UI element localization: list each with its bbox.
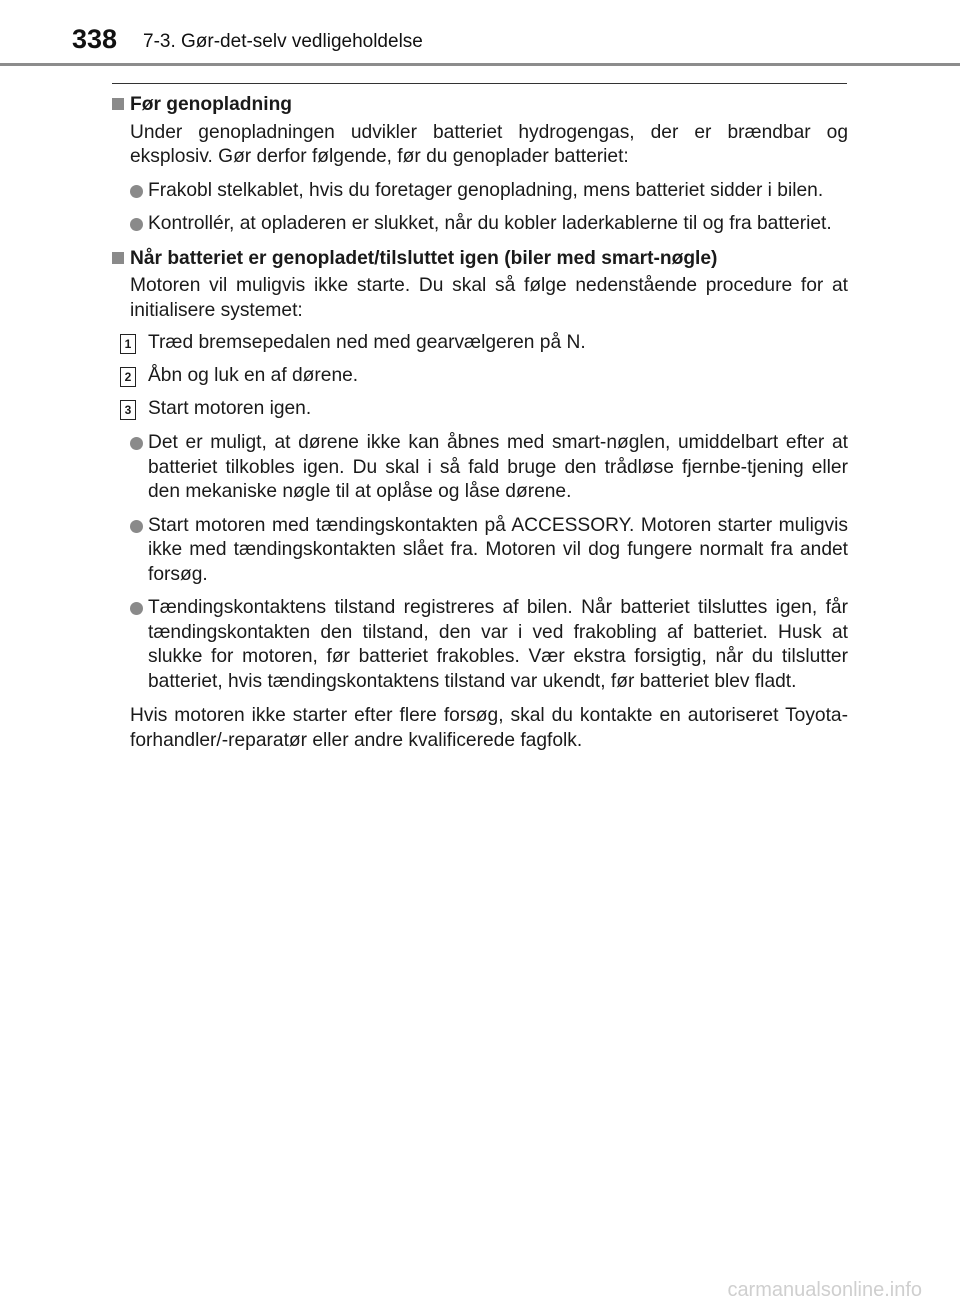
list-item (130, 514, 848, 588)
round-bullet-icon (130, 602, 143, 615)
round-bullet-icon (130, 218, 143, 231)
procedure-step (112, 397, 848, 422)
round-bullet-icon (130, 437, 143, 450)
square-bullet-icon (112, 252, 124, 264)
round-bullet-icon (130, 185, 143, 198)
procedure-step (112, 331, 848, 356)
chapter-title: 7-3. Gør-det-selv vedligeholdelse (143, 31, 423, 52)
list-item (130, 431, 848, 505)
procedure-step (112, 364, 848, 389)
section-title-after-charging (112, 247, 848, 272)
section-intro: Under genopladningen udvikler batteriet hydrogengas, der er brændbar og eksplosiv. Gør derfor følgende, før du genoplader batteriet: (130, 121, 848, 167)
step-text: Træd bremsepedalen ned med gearvælgeren på N. (148, 332, 586, 353)
list-item-text: Det er muligt, at dørene ikke kan åbnes med smart-nøglen, umiddelbart efter at batteriet tilkobles igen. Du skal i så fald bruge den trådløse fjernbe-tjening eller den mekaniske nøgle til at oplåse og låse dørene. (148, 432, 848, 502)
watermark-text: carmanualsonline.info (727, 1279, 922, 1301)
list-item-text: Start motoren med tændingskontakten på ACCESSORY. Motoren starter muligvis ikke med tændingskontakten slået fra. Motoren vil dog fungere normalt fra andet forsøg. (148, 514, 848, 585)
list-item (130, 179, 848, 204)
square-bullet-icon (112, 98, 124, 110)
step-text: Start motoren igen. (148, 398, 312, 419)
content-divider (112, 83, 847, 84)
section-intro: Motoren vil muligvis ikke starte. Du skal så følge nedenstående procedure for at initialisere systemet: (130, 275, 848, 321)
list-item-text: Kontrollér, at opladeren er slukket, når du kobler laderkablerne til og fra batteriet. (148, 213, 832, 234)
page-content (112, 93, 848, 753)
step-number-badge: 3 (120, 400, 136, 420)
list-item (130, 212, 848, 237)
closing-paragraph: Hvis motoren ikke starter efter flere forsøg, skal du kontakte en autoriseret Toyota-forhandler/-reparatør eller andre kvalificerede fagfolk. (130, 705, 848, 751)
step-number-badge: 2 (120, 367, 136, 387)
header-divider (0, 63, 960, 66)
list-item (130, 596, 848, 694)
section-title-text: Før genopladning (130, 94, 293, 115)
step-number-badge: 1 (120, 334, 136, 354)
list-item-text: Frakobl stelkablet, hvis du foretager genopladning, mens batteriet sidder i bilen. (148, 179, 824, 201)
page-header (0, 0, 960, 66)
list-item-text: Tændingskontaktens tilstand registreres af bilen. Når batteriet tilsluttes igen, får tændingskontakten den tilstand, den var i ved frakobling af batteriet. Husk at slukke for motoren, før batteriet frakobles. Vær ekstra forsigtig, når du tilslutter batteriet, hvis tændingskontaktens tilstand var ukendt, før batteriet blev fladt. (148, 597, 848, 692)
round-bullet-icon (130, 520, 143, 533)
section-title-text: Når batteriet er genopladet/tilsluttet igen (biler med smart-nøgle) (130, 247, 718, 269)
section-title-before-charging (112, 93, 848, 118)
step-text: Åbn og luk en af dørene. (148, 365, 359, 386)
page-number: 338 (72, 24, 118, 54)
